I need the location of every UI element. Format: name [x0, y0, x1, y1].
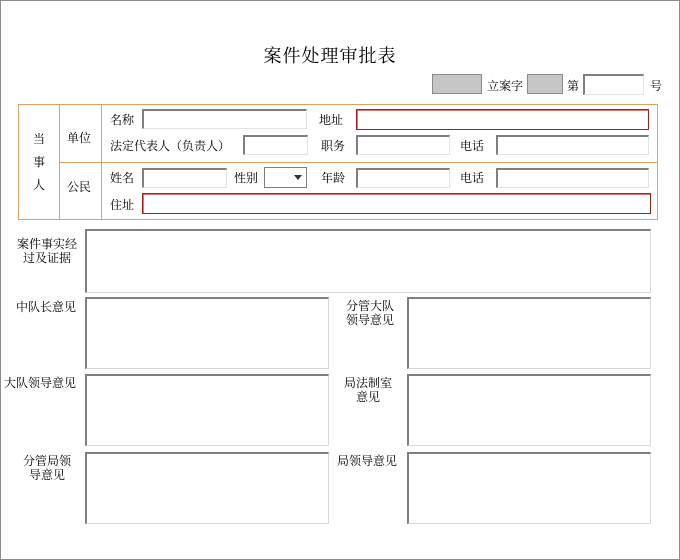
squad-leader-opinion-textarea[interactable] [85, 297, 329, 369]
unit-label: 单位 [67, 131, 92, 145]
unit-phone-label: 电话 [460, 139, 485, 153]
form-title: 案件处理审批表 [263, 46, 397, 67]
party-section-label: 当事人 [32, 132, 45, 192]
party-divider [59, 162, 658, 163]
age-label: 年龄 [321, 171, 346, 185]
unit-address-label: 地址 [319, 113, 344, 127]
case-prefix-field[interactable] [432, 74, 482, 94]
hao-label: 号 [650, 79, 663, 93]
citizen-phone-input[interactable] [496, 168, 649, 188]
citizen-label: 公民 [67, 180, 92, 194]
citizen-name-input[interactable] [142, 168, 227, 188]
unit-address-input[interactable] [356, 109, 649, 130]
brigade-leader-opinion-textarea[interactable] [85, 374, 329, 446]
case-year-field[interactable] [527, 74, 563, 94]
lian-label: 立案字 [487, 79, 524, 93]
unit-position-label: 职务 [321, 139, 346, 153]
legal-office-opinion-label: 局法制室意见 [343, 376, 392, 404]
unit-name-label: 名称 [110, 113, 135, 127]
bureau-leader-in-charge-opinion-label: 分管局领导意见 [22, 454, 71, 482]
gender-label: 性别 [234, 171, 259, 185]
legal-rep-label: 法定代表人（负责人） [110, 139, 231, 153]
citizen-name-label: 姓名 [110, 171, 135, 185]
bureau-leader-in-charge-opinion-textarea[interactable] [85, 452, 329, 524]
chevron-down-icon [294, 175, 302, 180]
division-leader-in-charge-opinion-textarea[interactable] [407, 297, 651, 369]
facts-textarea[interactable] [85, 229, 651, 293]
squad-leader-opinion-label: 中队长意见 [16, 300, 77, 314]
legal-rep-input[interactable] [243, 135, 308, 155]
case-number-input[interactable] [583, 74, 644, 95]
unit-position-input[interactable] [356, 135, 450, 155]
bureau-leader-opinion-label: 局领导意见 [337, 454, 398, 468]
bureau-leader-opinion-textarea[interactable] [407, 452, 651, 524]
residence-label: 住址 [110, 198, 135, 212]
legal-office-opinion-textarea[interactable] [407, 374, 651, 446]
age-input[interactable] [356, 168, 450, 188]
gender-select[interactable] [264, 167, 307, 188]
di-label: 第 [567, 79, 580, 93]
division-leader-in-charge-opinion-label: 分管大队领导意见 [345, 299, 394, 327]
brigade-leader-opinion-label: 大队领导意见 [4, 376, 77, 390]
residence-input[interactable] [142, 193, 651, 214]
facts-label: 案件事实经过及证据 [16, 237, 77, 265]
unit-phone-input[interactable] [496, 135, 649, 155]
citizen-phone-label: 电话 [460, 171, 485, 185]
unit-name-input[interactable] [142, 109, 307, 129]
